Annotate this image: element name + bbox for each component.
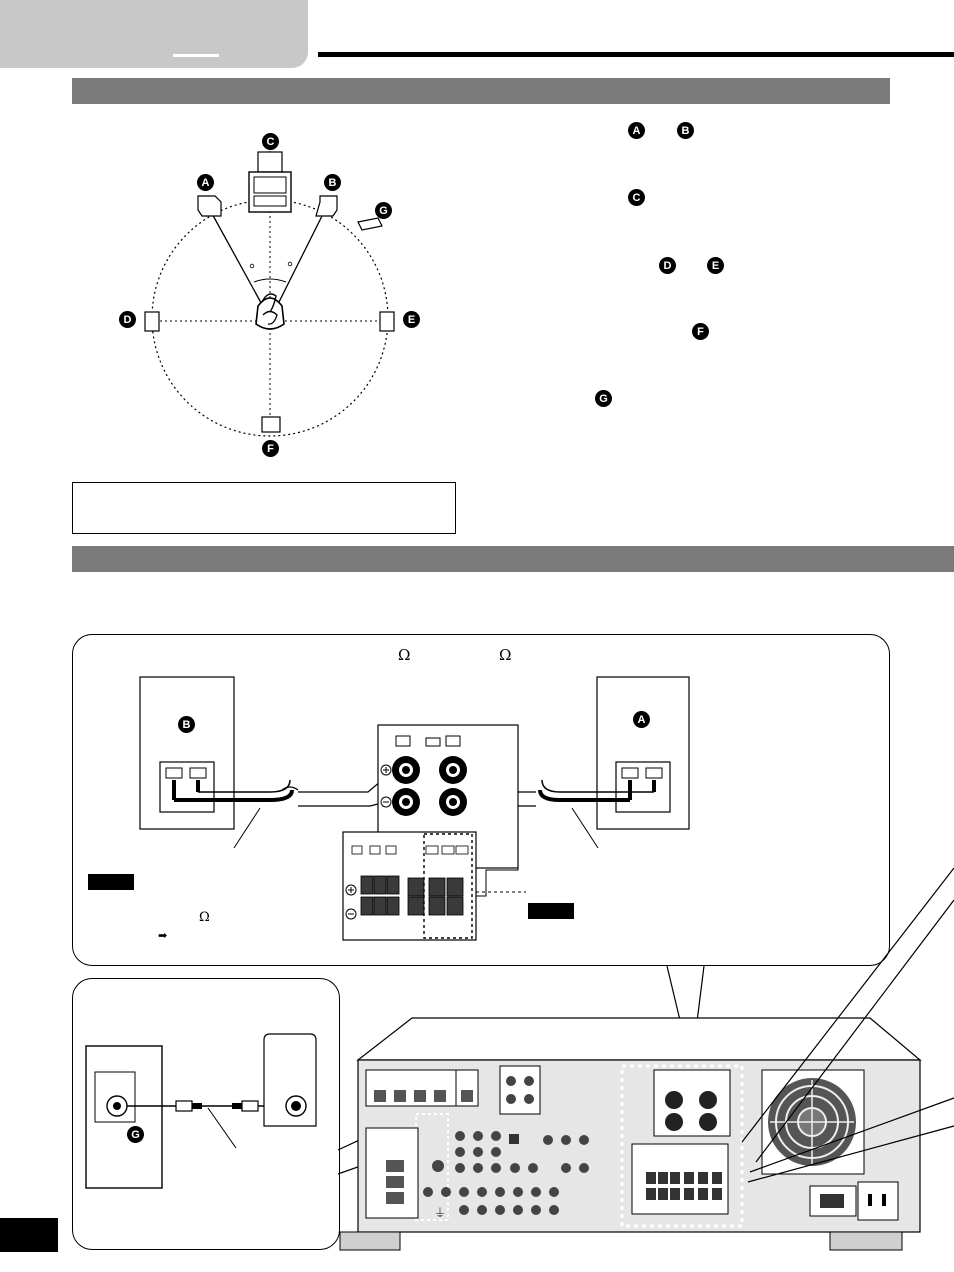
arrow-icon: ➡	[158, 930, 168, 942]
badge-surround-back: F	[262, 440, 279, 457]
impedance-symbol-1: Ω	[398, 646, 411, 664]
speaker-badge-left: B	[178, 716, 195, 733]
legend-badge-c: C	[628, 189, 645, 206]
legend-badge-b: B	[677, 122, 694, 139]
speaker-badge-right: A	[633, 711, 650, 728]
legend-badge-f: F	[692, 323, 709, 340]
badge-front-left: A	[197, 174, 214, 191]
legend-badge-e: E	[707, 257, 724, 274]
legend-badge-a: A	[628, 122, 645, 139]
badge-center: C	[262, 133, 279, 150]
badge-surround-left: D	[119, 311, 136, 328]
note-impedance-symbol: Ω	[199, 910, 210, 925]
legend-badge-d: D	[659, 257, 676, 274]
impedance-symbol-2: Ω	[499, 646, 512, 664]
badge-front-right: B	[324, 174, 341, 191]
legend-badge-g: G	[595, 390, 612, 407]
ground-symbol: ⏚	[434, 1206, 447, 1220]
badge-subwoofer: G	[375, 202, 392, 219]
page-number-tab	[0, 1218, 58, 1252]
badge-surround-right: E	[403, 311, 420, 328]
subwoofer-badge: G	[127, 1126, 144, 1143]
